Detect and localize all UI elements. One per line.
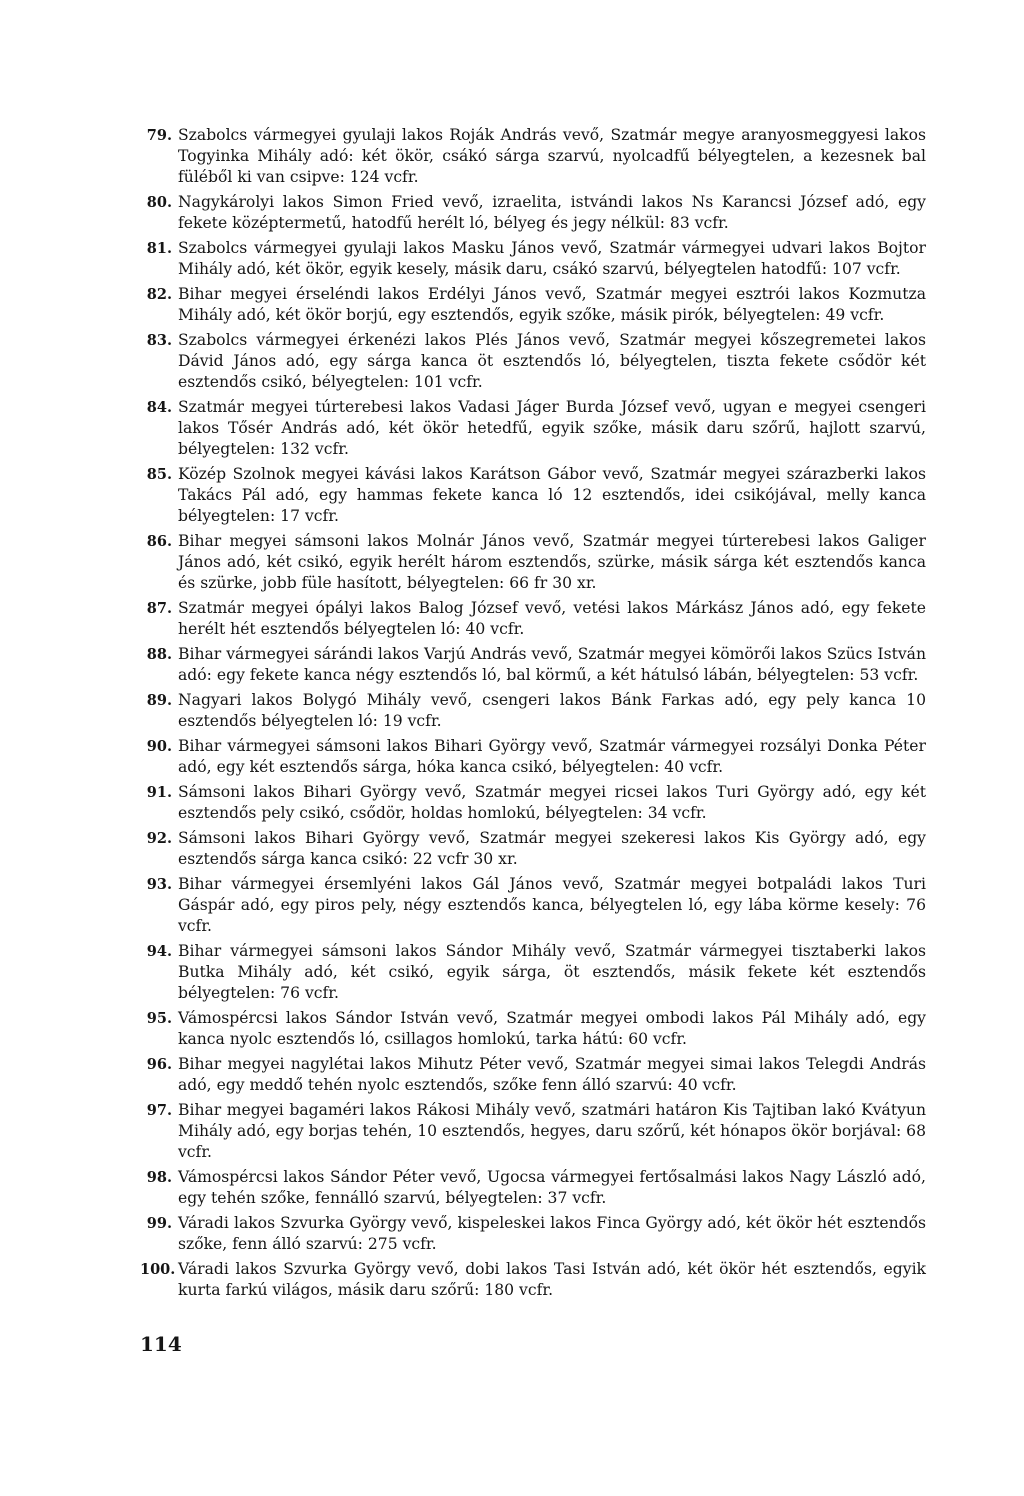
record-text: Bihar vármegyei sámsoni lakos Sándor Mihály vevő, Szatmár vármegyei tisztaberki lakos Butka Mihály adó, két csikó, egyik sárga, öt esztendős, másik fekete két esztendős bélyegtelen: 76 vcfr. [178,942,926,1002]
record-number: 86. [146,533,172,550]
record-text: Vámospércsi lakos Sándor Péter vevő, Ugocsa vármegyei fertősalmási lakos Nagy László adó, egy tehén szőke, fennálló szarvú, bélyegtelen: 37 vcfr. [178,1168,926,1207]
record-entry [140,1259,926,1301]
record-entry [140,941,926,1004]
record-text: Közép Szolnok megyei kávási lakos Karátson Gábor vevő, Szatmár megyei szárazberki lakos Takács Pál adó, egy hammas fekete kanca ló 12 esztendős, idei csikójával, melly kanca bélyegtelen: 17 vcfr. [178,465,926,525]
record-entry [140,284,926,326]
record-entry [140,644,926,686]
record-number: 85. [146,466,172,483]
record-text: Bihar vármegyei érsemlyéni lakos Gál János vevő, Szatmár megyei botpaládi lakos Turi Gáspár adó, egy piros pely, négy esztendős kanca, bélyegtelen ló, egy lába körme kesely: 76 vcfr. [178,875,926,935]
record-number: 94. [146,943,172,960]
record-number: 84. [146,399,172,416]
record-list [140,125,926,1305]
record-entry [140,531,926,594]
record-text: Váradi lakos Szvurka György vevő, kispeleskei lakos Finca György adó, két ökör hét esztendős szőke, fenn álló szarvú: 275 vcfr. [178,1214,926,1253]
record-number: 92. [146,830,172,847]
record-number: 79. [146,127,172,144]
record-entry [140,464,926,527]
record-entry [140,1008,926,1050]
record-entry [140,828,926,870]
record-entry [140,1100,926,1163]
record-number: 99. [146,1215,172,1232]
record-number: 83. [146,332,172,349]
record-number: 80. [146,194,172,211]
record-text: Nagyari lakos Bolygó Mihály vevő, csengeri lakos Bánk Farkas adó, egy pely kanca 10 esztendős bélyegtelen ló: 19 vcfr. [178,691,926,730]
record-text: Nagykárolyi lakos Simon Fried vevő, izraelita, istvándi lakos Ns Karancsi József adó, egy fekete középtermetű, hatodfű herélt ló, bélyeg és jegy nélkül: 83 vcfr. [178,193,926,232]
record-text: Bihar megyei nagylétai lakos Mihutz Péter vevő, Szatmár megyei simai lakos Telegdi András adó, egy meddő tehén nyolc esztendős, szőke fenn álló szarvú: 40 vcfr. [178,1055,926,1094]
record-number: 98. [146,1169,172,1186]
record-number: 88. [146,646,172,663]
record-text: Bihar megyei érseléndi lakos Erdélyi János vevő, Szatmár megyei esztrói lakos Kozmutza Mihály adó, két ökör borjú, egy esztendős, egyik szőke, másik pirók, bélyegtelen: 49 vcfr. [178,285,926,324]
record-entry [140,238,926,280]
record-text: Sámsoni lakos Bihari György vevő, Szatmár megyei szekeresi lakos Kis György adó, egy esztendős sárga kanca csikó: 22 vcfr 30 xr. [178,829,926,868]
record-entry [140,125,926,188]
record-number: 81. [146,240,172,257]
record-text: Bihar megyei bagaméri lakos Rákosi Mihály vevő, szatmári határon Kis Tajtiban lakó Kvátyun Mihály adó, egy borjas tehén, 10 esztendős, hegyes, daru szőrű, két hónapos ökör borjával: 68 vcfr. [178,1101,927,1161]
record-entry [140,1167,926,1209]
page-number: 114 [140,1332,182,1356]
record-number: 91. [146,784,172,801]
record-entry [140,397,926,460]
record-text: Szabolcs vármegyei gyulaji lakos Masku János vevő, Szatmár vármegyei udvari lakos Bojtor Mihály adó, két ökör, egyik kesely, másik daru, csákó szarvú, bélyegtelen hatodfű: 107 vcfr. [178,239,926,278]
record-text: Bihar vármegyei sámsoni lakos Bihari György vevő, Szatmár vármegyei rozsályi Donka Péter adó, egy két esztendős sárga, hóka kanca csikó, bélyegtelen: 40 vcfr. [178,737,926,776]
record-entry [140,1213,926,1255]
record-text: Bihar megyei sámsoni lakos Molnár János vevő, Szatmár megyei túrterebesi lakos Galiger János adó, két csikó, egyik herélt három esztendős, szürke, másik sárga két esztendős kanca és szürke, jobb füle hasított, bélyegtelen: 66 fr 30 xr. [178,532,926,592]
record-number: 82. [146,286,172,303]
record-number: 87. [146,600,172,617]
record-entry [140,330,926,393]
record-entry [140,690,926,732]
record-text: Bihar vármegyei sárándi lakos Varjú András vevő, Szatmár megyei kömörői lakos Szücs István adó: egy fekete kanca négy esztendős ló, bal körmű, a két hátulsó lábán, bélyegtelen: 53 vcfr. [178,645,926,684]
record-number: 96. [146,1056,172,1073]
record-text: Vámospércsi lakos Sándor István vevő, Szatmár megyei ombodi lakos Pál Mihály adó, egy kanca nyolc esztendős ló, csillagos homlokú, tarka hátú: 60 vcfr. [178,1009,926,1048]
record-text: Szatmár megyei ópályi lakos Balog József vevő, vetési lakos Márkász János adó, egy fekete herélt hét esztendős bélyegtelen ló: 40 vcfr. [178,599,926,638]
record-number: 89. [146,692,172,709]
record-entry [140,598,926,640]
record-number: 100. [140,1261,176,1278]
record-entry [140,736,926,778]
record-number: 90. [146,738,172,755]
record-entry [140,1054,926,1096]
record-entry [140,874,926,937]
record-entry [140,782,926,824]
record-text: Szatmár megyei túrterebesi lakos Vadasi Jáger Burda József vevő, ugyan e megyei csengeri lakos Tősér András adó, két ökör hetedfű, egyik szőke, másik daru szőrű, hajlott szarvú, bélyegtelen: 132 vcfr. [178,398,926,458]
record-text: Szabolcs vármegyei gyulaji lakos Roják András vevő, Szatmár megye aranyosmeggyesi lakos Togyinka Mihály adó: két ökör, csákó sárga szarvú, nyolcadfű bélyegtelen, a kezesnek bal füléből ki van csipve: 124 vcfr. [178,126,926,186]
record-text: Váradi lakos Szvurka György vevő, dobi lakos Tasi István adó, két ökör hét esztendős, egyik kurta farkú világos, másik daru szőrű: 180 vcfr. [178,1260,926,1299]
record-number: 95. [146,1010,172,1027]
record-entry [140,192,926,234]
record-text: Szabolcs vármegyei érkenézi lakos Plés János vevő, Szatmár megyei kőszegremetei lakos Dávid János adó, egy sárga kanca öt esztendős ló, bélyegtelen, tiszta fekete csődör két esztendős csikó, bélyegtelen: 101 vcfr. [178,331,926,391]
record-number: 93. [146,876,172,893]
record-number: 97. [146,1102,172,1119]
record-text: Sámsoni lakos Bihari György vevő, Szatmár megyei ricsei lakos Turi György adó, egy két esztendős pely csikó, csődör, holdas homlokú, bélyegtelen: 34 vcfr. [178,783,926,822]
